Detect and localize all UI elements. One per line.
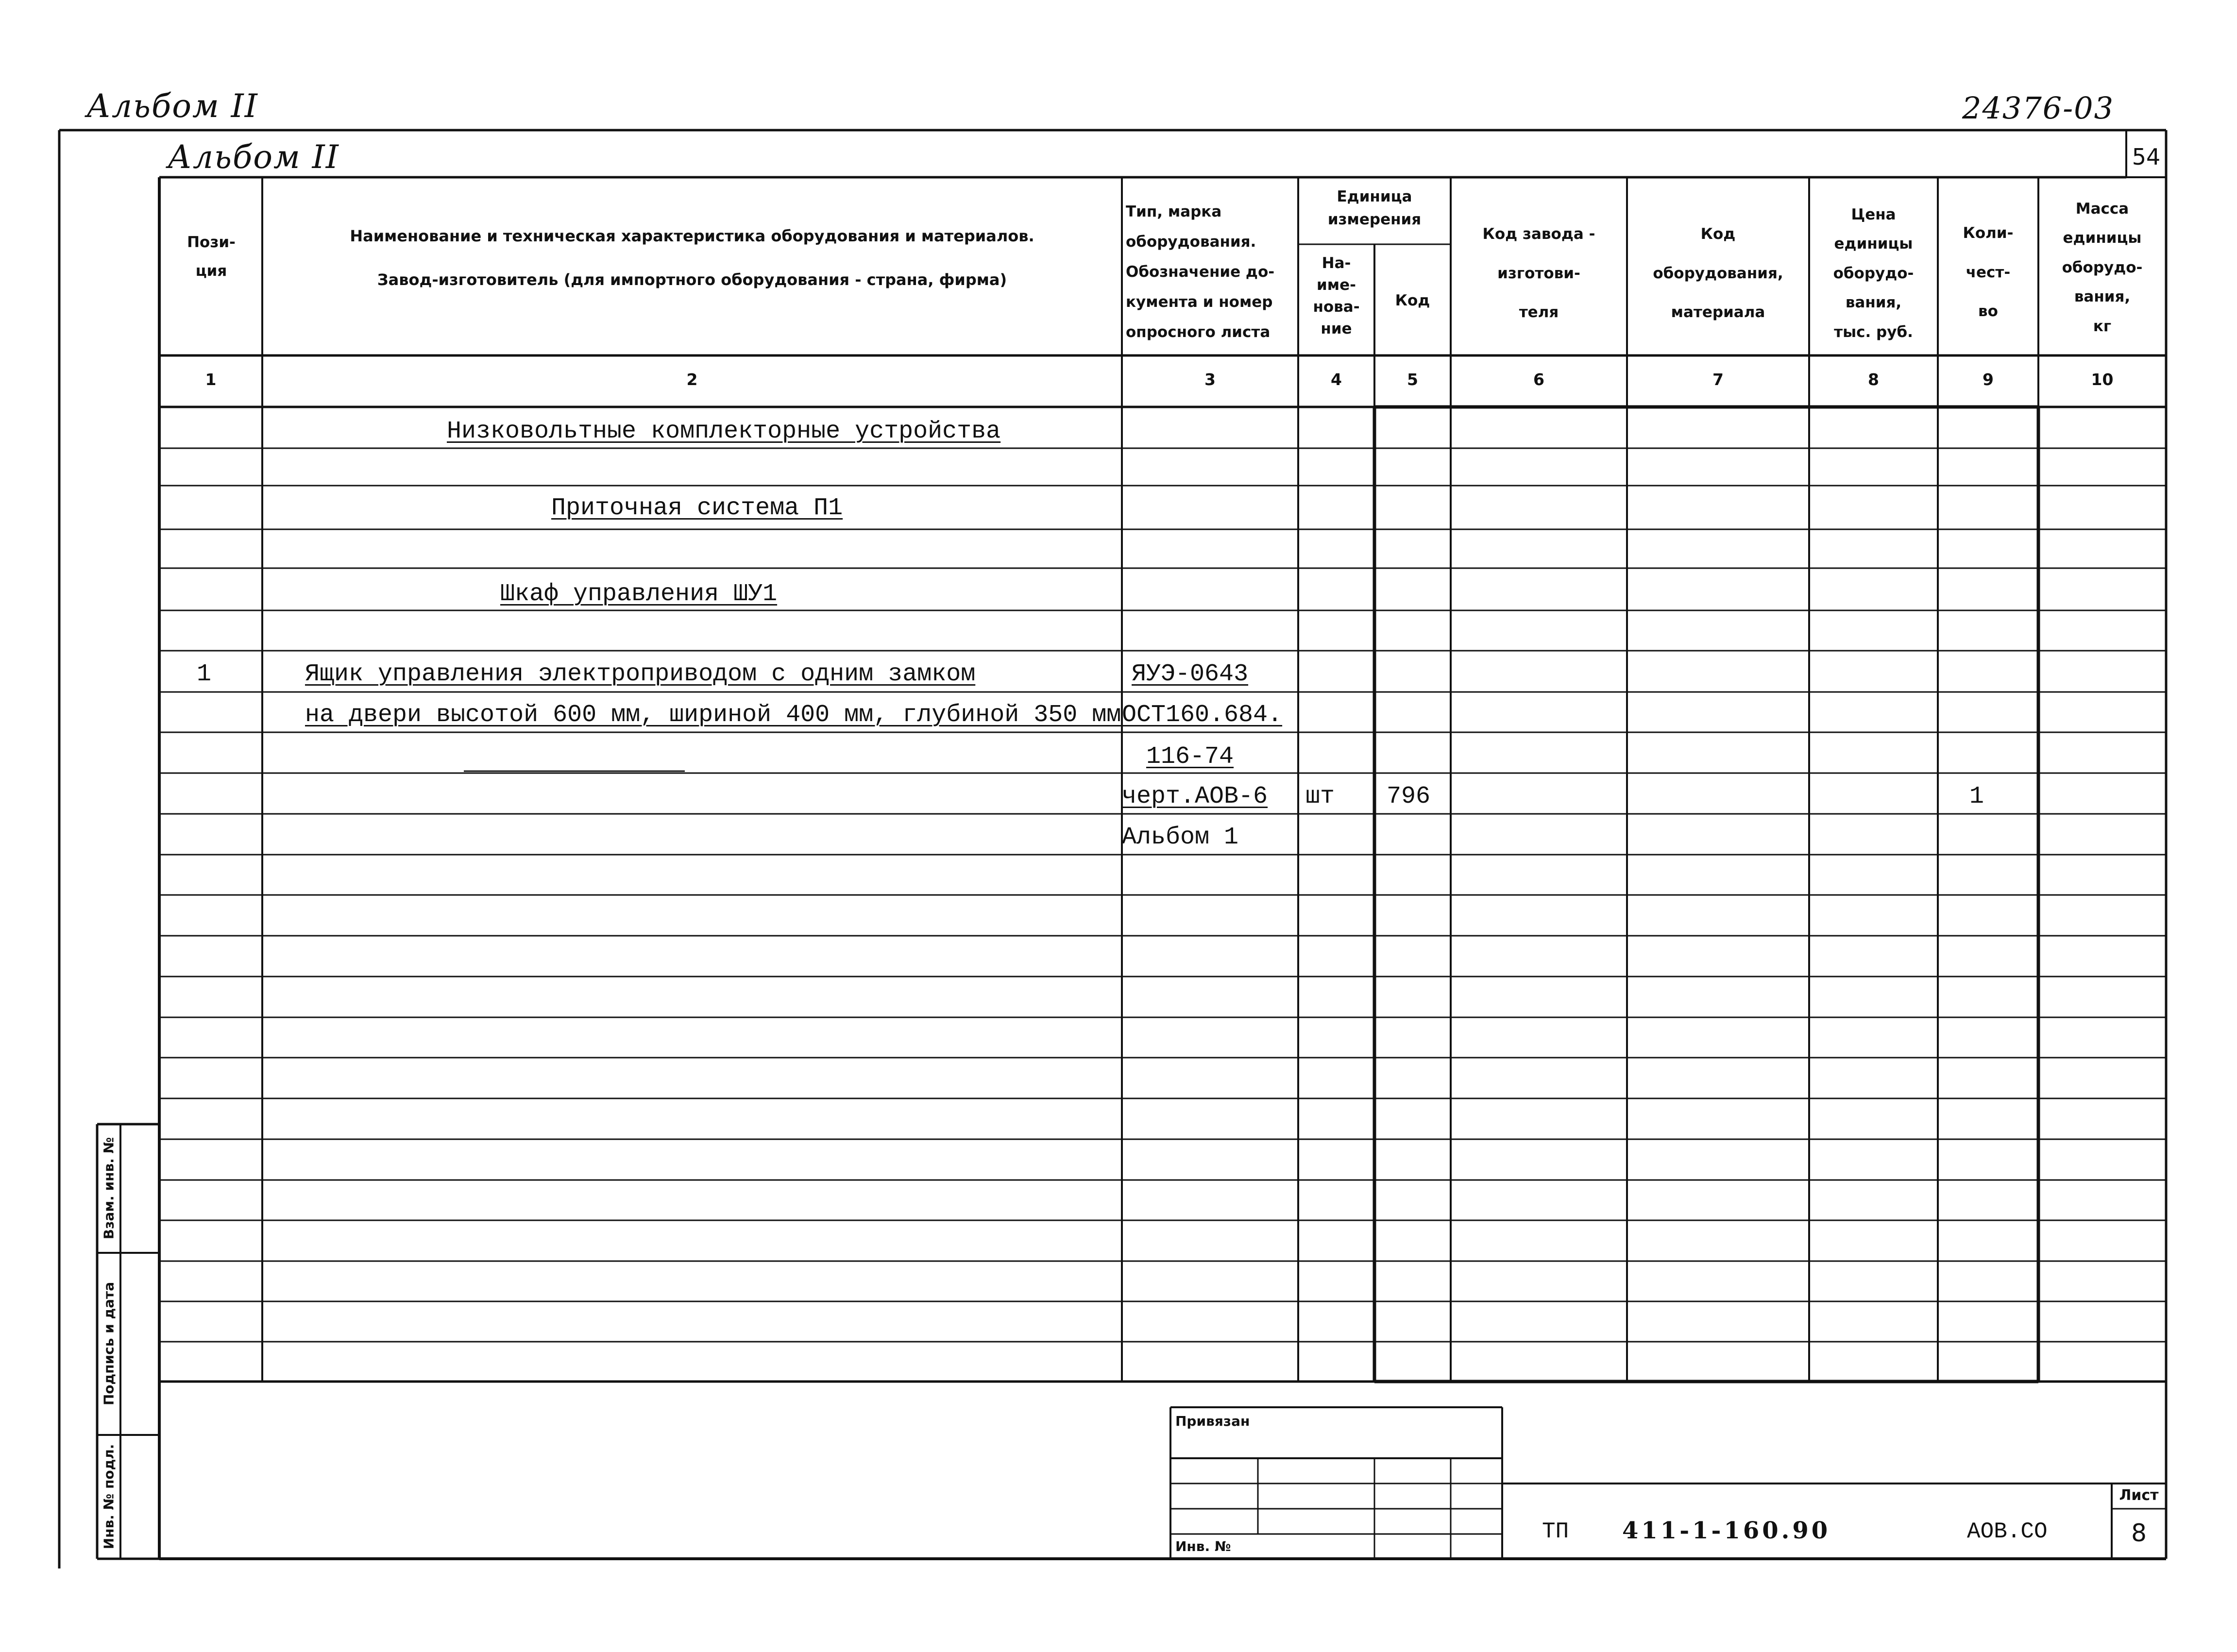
colnum-8: 8 <box>1868 370 1879 389</box>
header-unit-group-label: Единица измерения <box>1327 188 1422 228</box>
item-name-line1: Ящик управления электроприводом с одним замком <box>305 660 976 688</box>
side-stamp-replacement-inv: Взам. инв. № <box>101 1137 117 1240</box>
header-name-line1: Наименование и техническая характеристика оборудования и материалов. <box>350 227 1034 245</box>
colnum-10: 10 <box>2091 370 2114 389</box>
item-type-line5: Альбом 1 <box>1122 824 1239 851</box>
project-code: 411-1-160.90 <box>1622 1517 1831 1544</box>
sheet-label: Лист <box>2119 1487 2159 1504</box>
inner-album-stamp: Альбом II <box>168 138 339 176</box>
header-unit-mass: Масса единицы оборудо- вания, кг <box>2062 200 2143 335</box>
document-code: АОВ.СО <box>1967 1519 2048 1544</box>
sheet-corner-number: 54 <box>2132 144 2161 170</box>
header-quantity: Коли- чест- во <box>1963 224 2014 320</box>
item-name-line2: на двери высотой 600 мм, шириной 400 мм, глубиной 350 мм <box>305 701 1121 729</box>
colnum-3: 3 <box>1204 370 1216 389</box>
top-right-document-number: 24376-03 <box>1962 90 2115 126</box>
item-type-line4: черт.АОВ-6 <box>1122 783 1268 810</box>
header-unit-price: Цена единицы оборудо- вания, тыс. руб. <box>1833 206 1914 341</box>
item-unit-code: 796 <box>1387 783 1431 810</box>
colnum-1: 1 <box>205 370 217 389</box>
section-title: Низковольтные комплекторные устройства <box>447 418 1001 445</box>
system-title: Приточная система П1 <box>551 494 843 522</box>
item-unit-name: шт <box>1305 783 1335 810</box>
item-position: 1 <box>197 660 212 688</box>
tp-label: ТП <box>1542 1519 1569 1544</box>
inv-number-label: Инв. № <box>1175 1538 1231 1554</box>
privyazan-label: Привязан <box>1175 1413 1250 1429</box>
item-type-line3: 116-74 <box>1146 743 1234 771</box>
colnum-5: 5 <box>1407 370 1418 389</box>
side-stamp-signature-date: Подпись и дата <box>101 1281 117 1406</box>
sheet-number: 8 <box>2131 1519 2147 1547</box>
colnum-2: 2 <box>686 370 698 389</box>
header-equipment-code: Код оборудования, материала <box>1653 225 1783 321</box>
header-factory-code: Код завода - изготови- теля <box>1482 225 1595 321</box>
header-unit-name: На- име- нова- ние <box>1313 254 1360 337</box>
header-type: Тип, марка оборудования. Обозначение до- кумента и номер опросного листа <box>1126 203 1275 341</box>
header-name-line2: Завод-изготовитель (для импортного оборудования - страна, фирма) <box>377 270 1007 289</box>
colnum-4: 4 <box>1331 370 1342 389</box>
header-position: Пози- ция <box>187 234 236 280</box>
header-unit-code: Код <box>1395 292 1430 309</box>
item-type-line2: ОСТ160.684. <box>1122 701 1283 729</box>
top-left-album-stamp: Альбом II <box>86 87 258 125</box>
colnum-6: 6 <box>1533 370 1544 389</box>
side-stamp-original-inv: Инв. № подл. <box>101 1444 117 1550</box>
colnum-7: 7 <box>1712 370 1724 389</box>
item-quantity: 1 <box>1969 783 1984 810</box>
colnum-9: 9 <box>1983 370 1994 389</box>
cabinet-title: Шкаф управления ШУ1 <box>500 580 778 608</box>
item-type-line1: ЯУЭ-0643 <box>1132 660 1249 688</box>
